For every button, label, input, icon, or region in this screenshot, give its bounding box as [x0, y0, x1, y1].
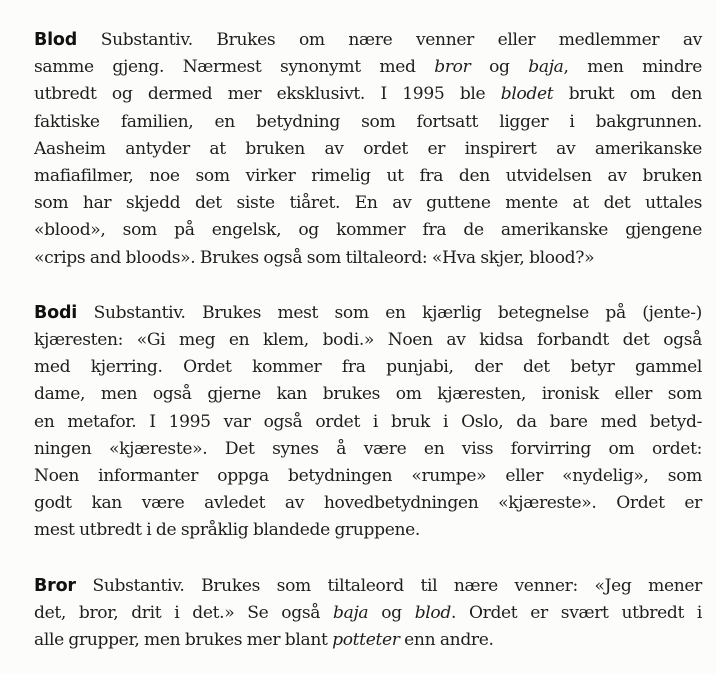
- entry-bror: [34, 573, 702, 655]
- text-run: Substantiv. Brukes om nære venner eller medlemmer av: [100, 30, 702, 50]
- text-run: som har skjedd det siste tiåret. En av guttene mente at det uttales: [34, 193, 702, 214]
- text-run: en metafor. I 1995 var også ordet i bruk i Oslo, da bare med betyd-: [34, 411, 702, 432]
- text-run: «crips and bloods». Brukes også som tiltaleord: «Hva skjer, blood?»: [34, 247, 595, 268]
- entry-line: [34, 81, 702, 108]
- entry-line: [34, 327, 702, 354]
- entry-line: [34, 354, 702, 381]
- entry-headword: Bror: [34, 575, 76, 596]
- text-run: Aasheim antyder at bruken av ordet er inspirert av amerikanske: [34, 138, 702, 159]
- text-run: brukt om den: [553, 84, 702, 105]
- text-run: kjæresten: «Gi meg en klem, bodi.» Noen av kidsa forbandt det også: [34, 330, 702, 351]
- entry-line: [34, 190, 702, 217]
- entry-line: [34, 245, 702, 272]
- entry-line: [34, 627, 702, 654]
- italic-term: blod: [414, 602, 451, 623]
- entry-line: [34, 436, 702, 463]
- entry-headword: Blod: [34, 30, 78, 50]
- entry-line: [34, 136, 702, 163]
- text-run: samme gjeng. Nærmest synonymt med: [34, 57, 435, 78]
- text-run: «blood», som på engelsk, og kommer fra de amerikanske gjengene: [34, 220, 702, 241]
- italic-term: bror: [434, 57, 471, 78]
- text-run: Substantiv. Brukes mest som en kjærlig betegnelse på (jente-): [93, 302, 702, 323]
- text-run: dame, men også gjerne kan brukes om kjæresten, ironisk eller som: [34, 384, 702, 405]
- entry-line: [34, 54, 702, 81]
- italic-term: baja: [333, 602, 369, 623]
- entry-line: [34, 109, 702, 136]
- entry-line: [34, 490, 702, 517]
- entry-line: [34, 163, 702, 190]
- entry-line: [34, 573, 702, 600]
- text-run: alle grupper, men brukes mer blant: [34, 630, 333, 651]
- text-run: enn andre.: [399, 630, 494, 651]
- italic-term: baja: [528, 57, 564, 78]
- text-run: og: [470, 57, 529, 78]
- text-run: det, bror, drit i det.» Se også: [34, 602, 334, 623]
- italic-term: potteter: [332, 630, 400, 651]
- entry-blod: [34, 27, 702, 272]
- text-run: mafiafilmer, noe som virker rimelig ut fra den utvidelsen av bruken: [34, 166, 702, 187]
- italic-term: blodet: [500, 84, 554, 105]
- entry-line: [34, 517, 702, 544]
- entry-line: [34, 381, 702, 408]
- text-run: godt kan være avledet av hovedbetydningen «kjæreste». Ordet er: [34, 493, 702, 514]
- entry-line: [34, 27, 702, 54]
- text-run: , men mindre: [563, 57, 702, 78]
- entry-line: [34, 409, 702, 436]
- text-run: med kjerring. Ordet kommer fra punjabi, der det betyr gammel: [34, 357, 702, 378]
- entry-headword: Bodi: [34, 302, 78, 323]
- text-run: Substantiv. Brukes som tiltaleord til nære venner: «Jeg mener: [92, 575, 702, 596]
- entry-line: [34, 300, 702, 327]
- text-run: . Ordet er svært utbredt i: [450, 602, 703, 623]
- text-run: faktiske familien, en betydning som fortsatt ligger i bakgrunnen.: [34, 111, 702, 132]
- text-run: og: [368, 602, 415, 623]
- entry-line: [34, 463, 702, 490]
- text-run: mest utbredt i de språklig blandede gruppene.: [34, 520, 420, 541]
- entry-line: [34, 217, 702, 244]
- text-run: utbredt og dermed mer eksklusivt. I 1995 ble: [34, 84, 501, 105]
- entry-line: [34, 600, 702, 627]
- entry-bodi: [34, 300, 702, 545]
- text-run: Noen informanter oppga betydningen «rumpe» eller «nydelig», som: [34, 466, 702, 487]
- text-run: ningen «kjæreste». Det synes å være en viss forvirring om ordet:: [34, 438, 702, 459]
